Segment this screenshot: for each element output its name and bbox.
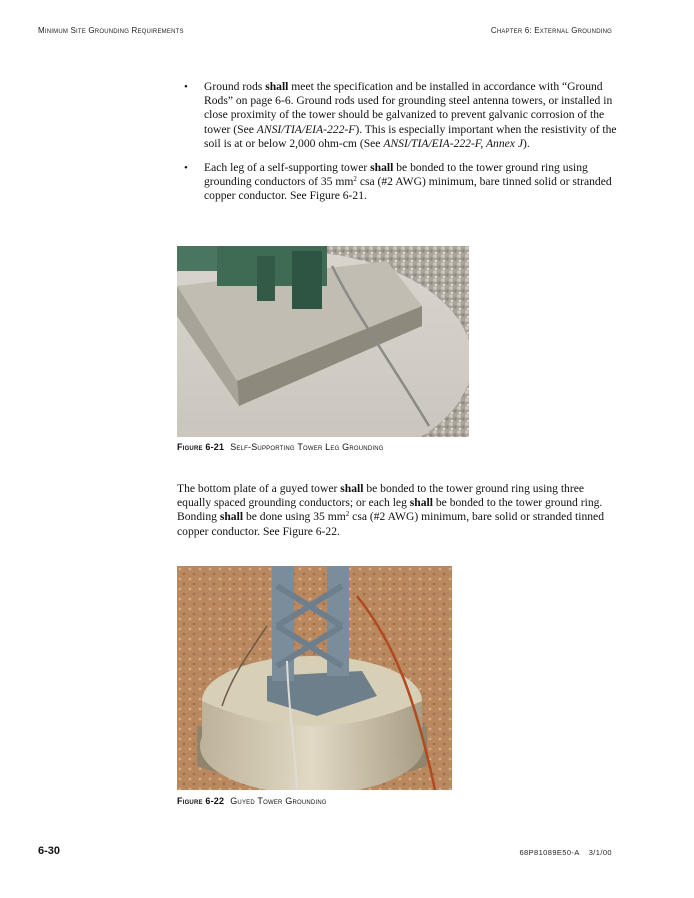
list-item bbox=[177, 80, 617, 151]
figure-number: Figure 6-22 bbox=[177, 796, 225, 806]
emphasis-shall: shall bbox=[409, 496, 433, 510]
figure-6-22-caption bbox=[177, 796, 327, 806]
doc-number: 68P81089E50-A bbox=[519, 848, 580, 857]
text-run: Each leg of a self-supporting tower bbox=[204, 161, 371, 175]
text-run: csa (#2 AWG) minimum, bare solid or stranded tinned copper conductor. See Figure 6-22. bbox=[177, 510, 605, 538]
text-run: csa (#2 AWG) minimum, bare tinned solid or stranded copper conductor. See Figure 6-21. bbox=[204, 175, 612, 203]
emphasis-shall: shall bbox=[340, 482, 364, 495]
figure-6-21-caption bbox=[177, 442, 384, 452]
figure-6-21-photo bbox=[177, 246, 469, 437]
list-item bbox=[177, 161, 617, 204]
text-run: be done using 35 mm bbox=[243, 510, 346, 524]
guyed-tower-paragraph bbox=[177, 482, 617, 539]
figure-6-22-photo bbox=[177, 566, 452, 790]
emphasis-shall: shall bbox=[219, 510, 244, 524]
text-run: ). This is especially important when the resistivity of the soil is at or below 2,000 ohm-cm (See bbox=[204, 122, 617, 150]
running-header-left: Minimum Site Grounding Requirements bbox=[38, 26, 184, 35]
superscript: 2 bbox=[353, 175, 357, 184]
text-run: Ground rods bbox=[204, 80, 266, 93]
tower-leg-photo-illustration bbox=[177, 246, 469, 437]
emphasis-shall: shall bbox=[370, 161, 394, 175]
figure-title: Guyed Tower Grounding bbox=[230, 796, 327, 806]
document-id bbox=[519, 848, 612, 857]
standard-reference: ANSI/TIA/EIA-222-F bbox=[256, 122, 356, 136]
figure-title: Self-Supporting Tower Leg Grounding bbox=[230, 442, 384, 452]
requirements-list bbox=[177, 80, 617, 214]
emphasis-shall: shall bbox=[265, 80, 289, 93]
text-run: be bonded to the tower ground ring. Bonding bbox=[177, 496, 603, 524]
superscript: 2 bbox=[345, 510, 350, 519]
text-run: be bonded to the tower ground ring using grounding conductors of 35 mm bbox=[204, 161, 588, 189]
standard-reference: ANSI/TIA/EIA-222-F, Annex J bbox=[383, 136, 523, 150]
page-number: 6-30 bbox=[38, 845, 61, 857]
text-run: be bonded to the tower ground ring using three equally spaced grounding conductors; or each leg bbox=[177, 482, 584, 510]
text-run: meet the specification and be installed in accordance with “Ground Rods” on page 6-6. Ground rods used for grounding steel antenna towers, or installed in close proximity of the tower should be galvanized to prevent galvanic corrosion of the tower (See bbox=[204, 80, 613, 136]
guyed-tower-photo-illustration bbox=[177, 566, 452, 790]
text-run: ). bbox=[523, 136, 530, 150]
running-header-right: Chapter 6: External Grounding bbox=[490, 26, 612, 35]
figure-number: Figure 6-21 bbox=[177, 442, 225, 452]
text-run: The bottom plate of a guyed tower bbox=[177, 482, 341, 495]
doc-date: 3/1/00 bbox=[588, 848, 612, 857]
